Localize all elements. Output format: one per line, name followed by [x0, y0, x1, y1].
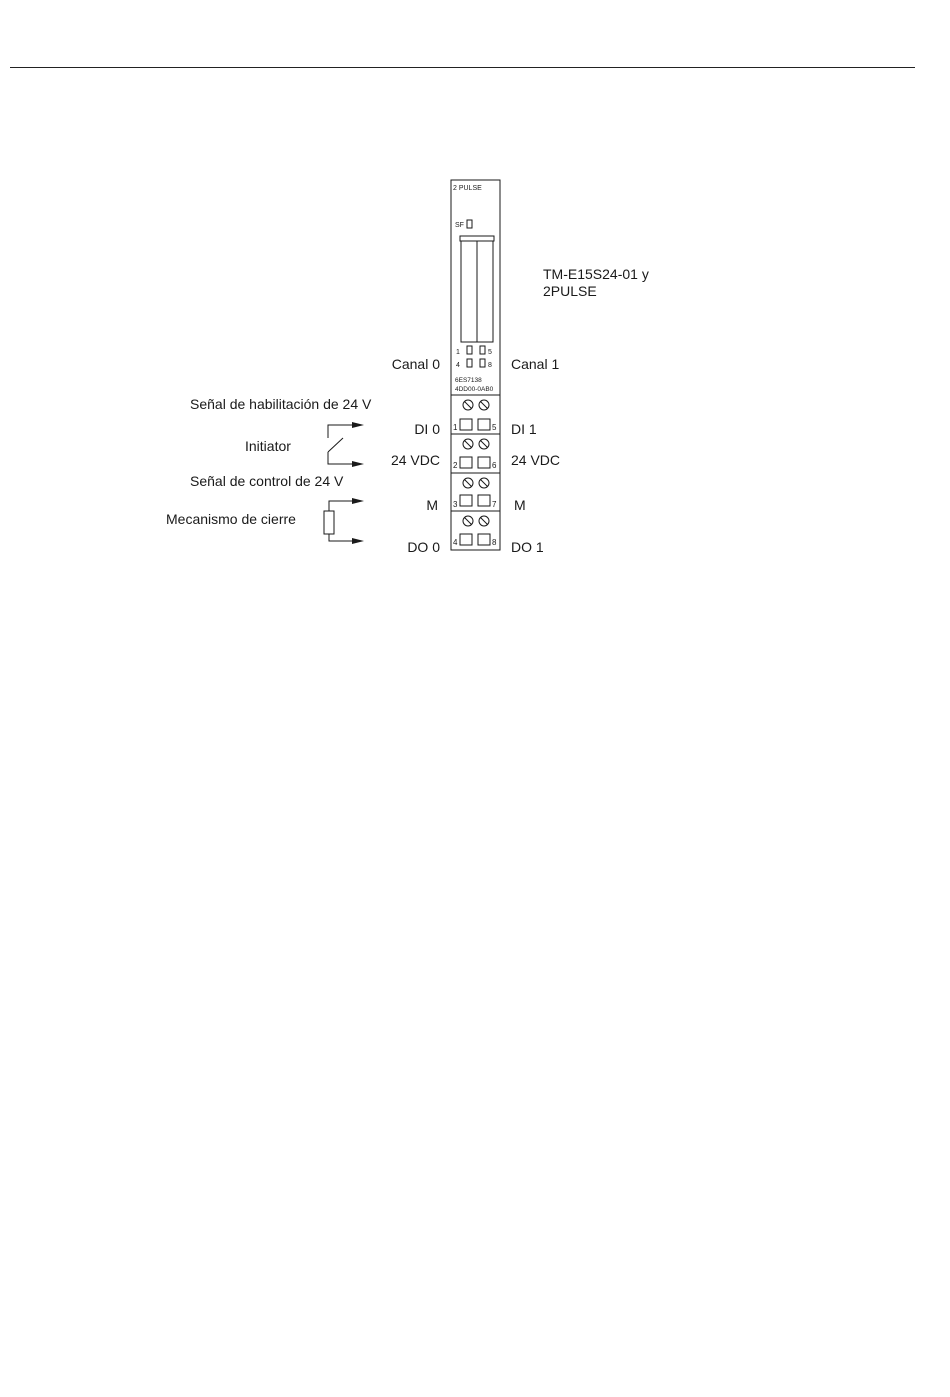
terminal-3-label: 3 [453, 500, 458, 509]
terminal-5-label: 5 [492, 423, 497, 432]
module-title-line1: TM-E15S24-01 y [543, 266, 649, 282]
terminal-6-label: 6 [492, 461, 497, 470]
order-number-line1: 6ES7138 [455, 377, 482, 384]
pin-label-24vdc-right: 24 VDC [511, 452, 561, 468]
terminal-6 [478, 457, 490, 468]
terminal-8-label: 8 [492, 538, 497, 547]
led-4-label: 4 [456, 362, 460, 369]
pin-label-di0: DI 0 [414, 421, 440, 437]
led-4 [467, 359, 472, 367]
led-8-label: 8 [488, 362, 492, 369]
initiator-switch-symbol [328, 422, 364, 467]
channel-0-label: Canal 0 [391, 356, 440, 372]
module-title-line2: 2PULSE [543, 283, 597, 299]
terminal-5 [478, 419, 490, 430]
terminal-7 [478, 495, 490, 506]
pin-label-do0: DO 0 [407, 539, 440, 555]
terminal-1-label: 1 [453, 423, 458, 432]
led-5 [480, 346, 485, 354]
pin-label-m-right: M [514, 497, 526, 513]
terminal-8 [478, 534, 490, 545]
led-1 [467, 346, 472, 354]
enable-signal-label: Señal de habilitación de 24 V [190, 396, 372, 412]
closing-mechanism-symbol [324, 498, 364, 544]
terminal-4 [460, 534, 472, 545]
sf-led [467, 220, 472, 228]
led-5-label: 5 [488, 349, 492, 356]
load-resistor-icon [324, 511, 334, 534]
led-1-label: 1 [456, 349, 460, 356]
terminal-row-1 [451, 400, 500, 434]
initiator-label: Initiator [245, 438, 291, 454]
pin-label-do1: DO 1 [511, 539, 544, 555]
module-header-label: 2 PULSE [453, 185, 482, 192]
terminal-row-4 [453, 516, 497, 547]
terminal-2 [460, 457, 472, 468]
terminal-row-3 [451, 478, 500, 511]
led-8 [480, 359, 485, 367]
terminal-1 [460, 419, 472, 430]
sf-label: SF [455, 222, 464, 229]
terminal-4-label: 4 [453, 538, 458, 547]
closing-mechanism-label: Mecanismo de cierre [166, 511, 296, 527]
order-number-line2: 4DD00-0AB0 [455, 386, 494, 393]
terminal-7-label: 7 [492, 500, 497, 509]
terminal-3 [460, 495, 472, 506]
pin-label-m-left: M [426, 497, 438, 513]
control-signal-label: Señal de control de 24 V [190, 473, 344, 489]
cover-clip [460, 236, 494, 241]
pin-label-24vdc-left: 24 VDC [390, 452, 440, 468]
channel-1-label: Canal 1 [511, 356, 560, 372]
terminal-2-label: 2 [453, 461, 458, 470]
terminal-row-2 [451, 439, 500, 473]
switch-contact-icon [328, 438, 343, 452]
pin-label-di1: DI 1 [511, 421, 537, 437]
